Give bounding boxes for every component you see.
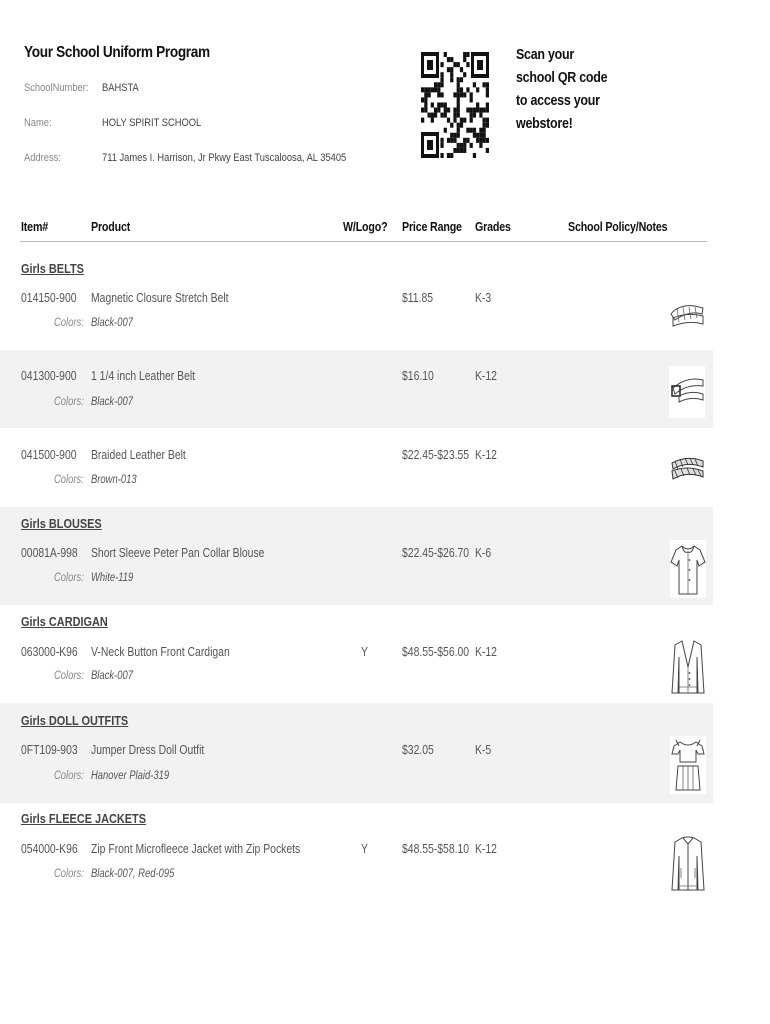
colors-label: Colors: (54, 670, 84, 682)
colors-value: Black-007 (91, 396, 133, 408)
colors-label: Colors: (54, 396, 84, 408)
colors-label: Colors: (54, 770, 84, 782)
price-range: $32.05 (402, 742, 434, 757)
product-name: V-Neck Button Front Cardigan (91, 644, 230, 659)
col-header-notes: School Policy/Notes (568, 219, 668, 234)
header-divider (20, 241, 707, 242)
category-heading: Girls DOLL OUTFITS (21, 713, 129, 728)
price-range: $48.55-$56.00 (402, 644, 470, 659)
grades: K-12 (475, 841, 497, 856)
scan-line: school QR code (516, 70, 608, 86)
blouse-icon (670, 540, 706, 598)
product-name: Jumper Dress Doll Outfit (91, 742, 205, 757)
price-range: $11.85 (402, 290, 434, 305)
price-range: $22.45-$26.70 (402, 545, 470, 560)
item-number: 063000-K96 (21, 644, 78, 659)
grades: K-12 (475, 368, 497, 383)
product-name: Zip Front Microfleece Jacket with Zip Pockets (91, 841, 301, 856)
leather-belt-icon (669, 366, 705, 418)
product-name: Short Sleeve Peter Pan Collar Blouse (91, 545, 265, 560)
item-number: 041500-900 (21, 447, 77, 462)
grades: K-3 (475, 290, 492, 305)
colors-label: Colors: (54, 474, 84, 486)
product-name: Magnetic Closure Stretch Belt (91, 290, 229, 305)
item-number: 054000-K96 (21, 841, 78, 856)
fleece-jacket-icon (670, 834, 706, 894)
cardigan-icon (670, 637, 706, 697)
category-heading: Girls CARDIGAN (21, 614, 108, 629)
col-header-grades: Grades (475, 219, 511, 234)
colors-value: White-119 (91, 572, 134, 584)
colors-value: Brown-013 (91, 474, 137, 486)
category-heading: Girls BELTS (21, 261, 84, 276)
row-band (0, 350, 713, 428)
qr-code-icon[interactable] (421, 52, 489, 158)
program-title: Your School Uniform Program (24, 44, 210, 61)
colors-value: Black-007 (91, 317, 133, 329)
product-name: Braided Leather Belt (91, 447, 186, 462)
price-range: $48.55-$58.10 (402, 841, 470, 856)
colors-label: Colors: (54, 317, 84, 329)
scan-line: to access your (516, 93, 600, 109)
colors-value: Hanover Plaid-319 (91, 770, 170, 782)
school-name-value: HOLY SPIRIT SCHOOL (102, 117, 202, 129)
category-heading: Girls BLOUSES (21, 516, 102, 531)
item-number: 0FT109-903 (21, 742, 78, 757)
grades: K-6 (475, 545, 492, 560)
school-name-label: Name: (24, 117, 52, 129)
colors-value: Black-007 (91, 670, 133, 682)
item-number: 041300-900 (21, 368, 77, 383)
logo-flag: Y (361, 841, 368, 856)
col-header-logo: W/Logo? (343, 219, 388, 234)
grades: K-12 (475, 447, 497, 462)
logo-flag: Y (361, 644, 368, 659)
product-name: 1 1/4 inch Leather Belt (91, 368, 196, 383)
item-number: 014150-900 (21, 290, 77, 305)
grades: K-5 (475, 742, 492, 757)
scan-line: webstore! (516, 116, 573, 132)
stretch-belt-icon (669, 300, 705, 328)
col-header-item: Item# (21, 219, 49, 234)
price-range: $22.45-$23.55 (402, 447, 470, 462)
school-number-label: SchoolNumber: (24, 82, 89, 94)
col-header-price: Price Range (402, 219, 462, 234)
grades: K-12 (475, 644, 497, 659)
address-label: Address: (24, 152, 61, 164)
scan-instructions (516, 44, 636, 136)
category-heading: Girls FLEECE JACKETS (21, 811, 147, 826)
colors-label: Colors: (54, 572, 84, 584)
school-number-value: BAHSTA (102, 82, 139, 94)
price-range: $16.10 (402, 368, 434, 383)
colors-label: Colors: (54, 868, 84, 880)
colors-value: Black-007, Red-095 (91, 868, 175, 880)
braided-belt-icon (669, 453, 705, 483)
scan-line: Scan your (516, 47, 574, 63)
col-header-product: Product (91, 219, 131, 234)
item-number: 00081A-998 (21, 545, 78, 560)
address-value: 711 James I. Harrison, Jr Pkwy East Tuscaloosa, AL 35405 (102, 152, 347, 164)
doll-outfit-icon (670, 736, 706, 794)
